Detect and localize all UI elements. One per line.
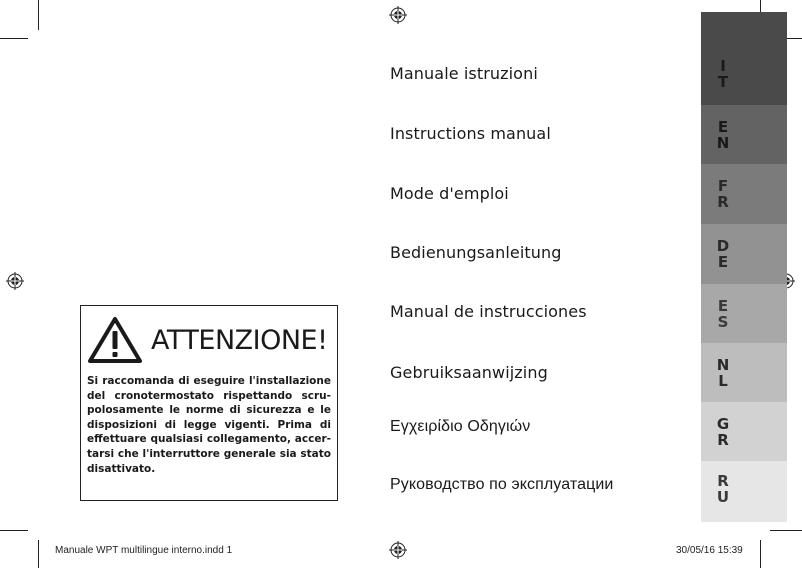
title-es: Manual de instrucciones	[390, 302, 587, 321]
warning-box	[80, 305, 338, 501]
crop-mark	[38, 0, 39, 30]
registration-mark-icon	[6, 272, 24, 290]
warning-header	[87, 314, 327, 366]
tab-letter: U	[716, 487, 730, 506]
language-tab-ru	[701, 461, 787, 522]
tab-letter: I	[720, 56, 726, 75]
language-tab-gr	[701, 402, 787, 461]
title-de: Bedienungsanleitung	[390, 243, 562, 262]
tab-letter: S	[717, 312, 729, 331]
language-tab-es	[701, 284, 787, 343]
language-tab-nl	[701, 343, 787, 402]
language-tab-it	[701, 12, 787, 105]
warning-text: Si raccomanda di eseguire l'installazione del cronotermostato rispettando scru-polosamente le norme di sicurezza e le disposizioni di legge vigenti. Prima di effettuare qualsiasi collegamento, accer-tarsi che l'interruttore generale sia stato disattivato.	[87, 375, 331, 475]
crop-mark	[760, 540, 761, 568]
tab-letter: D	[716, 237, 730, 255]
crop-mark	[770, 530, 802, 531]
title-ru: Руководство по эксплуатации	[390, 476, 614, 493]
tab-letter: T	[717, 72, 729, 91]
tab-letter: E	[717, 253, 729, 271]
title-gr: Εγχειρίδιο Οδηγιών	[390, 418, 531, 435]
tab-letter: R	[717, 430, 729, 449]
tab-letter: F	[717, 177, 729, 195]
tab-letter: L	[718, 371, 728, 390]
tab-letter: G	[716, 414, 730, 433]
footer-date: 30/05/16 15:39	[676, 545, 743, 556]
tab-letter: R	[717, 193, 729, 211]
warning-triangle-icon	[87, 316, 143, 364]
crop-mark	[38, 540, 39, 568]
warning-title: ATTENZIONE!	[151, 324, 328, 356]
crop-mark	[0, 530, 28, 531]
registration-mark-icon	[389, 6, 407, 24]
crop-mark	[0, 38, 28, 39]
language-tab-en	[701, 105, 787, 164]
footer-file-name: Manuale WPT multilingue interno.indd 1	[55, 545, 233, 556]
title-it: Manuale istruzioni	[390, 64, 538, 83]
title-fr: Mode d'emploi	[390, 184, 509, 203]
title-en: Instructions manual	[390, 124, 551, 143]
tab-letter: E	[717, 117, 729, 136]
tab-letter: N	[716, 355, 730, 374]
language-tab-fr	[701, 164, 787, 224]
title-nl: Gebruiksaanwijzing	[390, 363, 548, 382]
tab-letter: R	[717, 471, 729, 490]
tab-letter: N	[716, 133, 730, 152]
language-tab-de	[701, 224, 787, 284]
registration-mark-icon	[389, 541, 407, 559]
tab-letter: E	[717, 296, 729, 315]
